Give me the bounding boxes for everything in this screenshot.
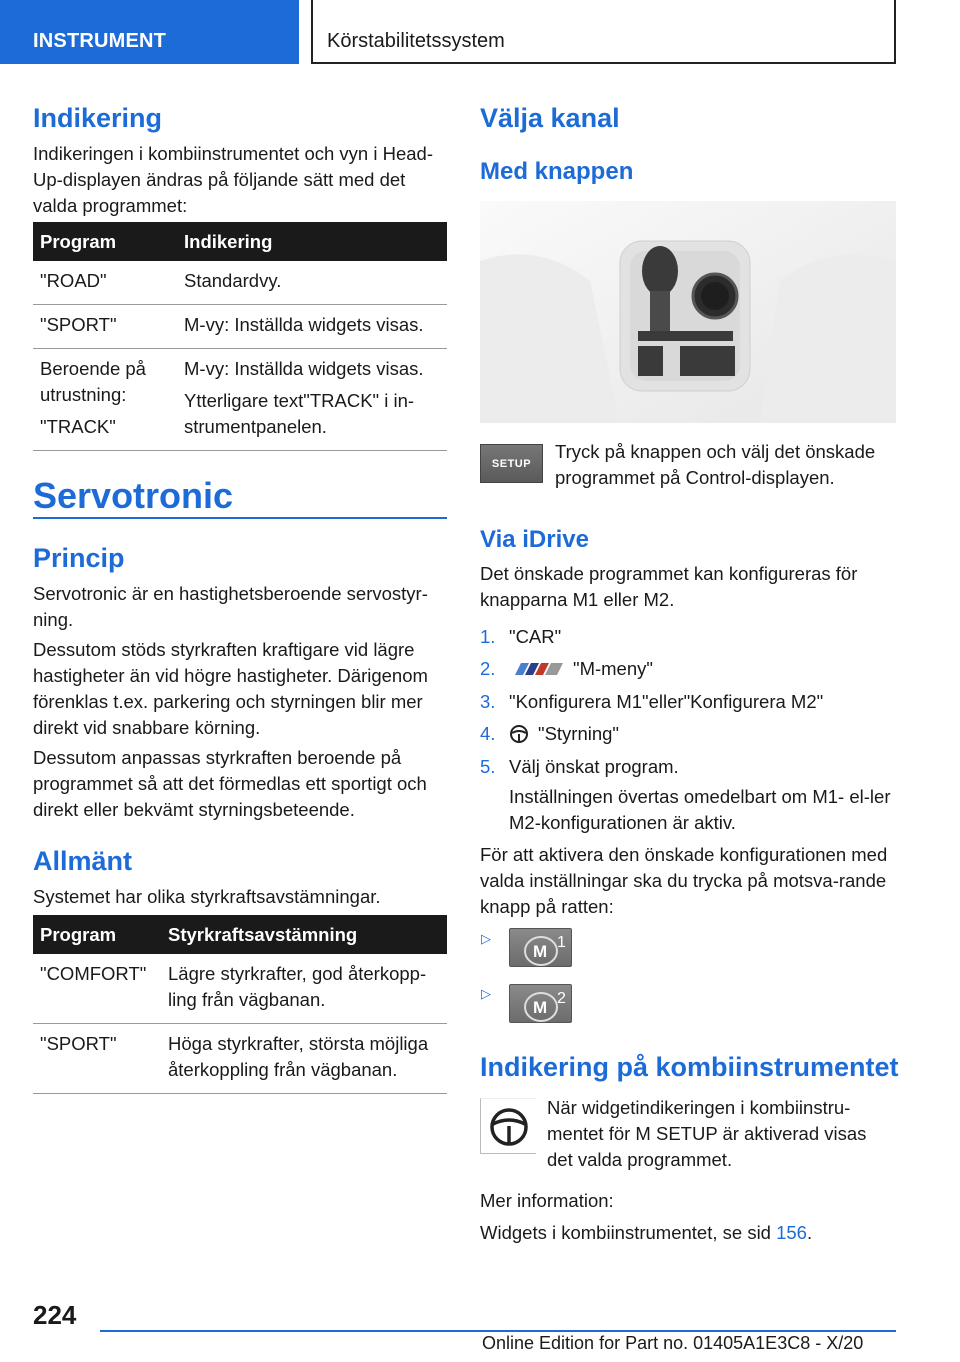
step-text: "M-meny" [573, 658, 653, 679]
kombi-text: När widgetindikeringen i kombiinstru-mentet för M SETUP är aktiverad visas det valda programmet. [547, 1097, 867, 1170]
steering-wheel-icon [509, 724, 529, 744]
via-idrive-text: Det önskade programmet kan konfigureras för knapparna M1 eller M2. [480, 563, 858, 610]
via-idrive-heading: Via iDrive [480, 526, 589, 553]
m2-label: M [533, 998, 548, 1017]
table-cell: "COMFORT" [33, 954, 161, 1024]
servotronic-heading: Servotronic [33, 475, 234, 516]
m1-button-icon [509, 928, 572, 967]
table-header-program: Program [33, 915, 161, 954]
step-5-note: Inställningen övertas omedelbart om M1- el-ler M2-konfigurationen är aktiv. [509, 786, 891, 833]
steering-wheel-icon [480, 1098, 536, 1154]
allmant-text: Systemet har olika styrkraftsavstämningar. [33, 886, 381, 907]
table-row [33, 349, 447, 451]
step-text: Välj önskat program. [509, 756, 679, 777]
table-cell-text: "TRACK" [40, 416, 116, 437]
allmant-heading: Allmänt [33, 846, 133, 876]
bullet-arrow-icon: ▷ [481, 931, 491, 946]
chapter-title: Körstabilitetssystem [327, 30, 505, 52]
table-cell [177, 349, 447, 451]
table-header-styrkraft: Styrkraftsavstämning [161, 915, 447, 954]
widgets-end: . [806, 1222, 813, 1243]
step-number: 4. [480, 723, 496, 744]
m1-sup: 1 [557, 934, 566, 951]
widgets-reference [480, 1220, 896, 1246]
table-cell-text: M-vy: Inställda widgets visas. [184, 358, 424, 379]
step-text: "CAR" [509, 626, 562, 647]
table-cell: Höga styrkrafter, största möjliga återkoppling från vägbanan. [161, 1024, 447, 1094]
footer-edition: Online Edition for Part no. 01405A1E3C8 - X/20 [482, 1333, 864, 1353]
mer-info-text: Mer information: [480, 1190, 614, 1211]
valja-kanal-heading: Välja kanal [480, 103, 620, 133]
table-cell: M-vy: Inställda widgets visas. [177, 305, 447, 349]
bullet-arrow-icon: ▷ [481, 986, 491, 1001]
section-tab [0, 0, 299, 64]
table-cell: "SPORT" [33, 1024, 161, 1094]
chapter-header [311, 0, 896, 64]
table-cell [33, 349, 177, 451]
table-header-indikering: Indikering [177, 222, 447, 261]
table-row [33, 954, 447, 1024]
step-number: 1. [480, 626, 496, 647]
step-number: 5. [480, 756, 496, 777]
activate-text: För att aktivera den önskade konfigurationen med valda inställningar ska du trycka på motsva-rande knapp på ratten: [480, 844, 888, 917]
kombi-heading: Indikering på kombiinstrumentet [480, 1052, 899, 1082]
heading-rule [33, 517, 447, 519]
step-number: 2. [480, 658, 496, 679]
footer-rule [100, 1330, 896, 1332]
step-text: "Konfigurera M1"eller"Konfigurera M2" [509, 691, 824, 712]
indikering-text: Indikeringen i kombiinstrumentet och vyn i Head-Up-displayen ändras på följande sätt med det valda programmet: [33, 143, 433, 216]
table-row [33, 305, 447, 349]
page-link[interactable]: 156 [776, 1222, 807, 1243]
m2-sup: 2 [557, 990, 566, 1007]
m2-button-icon [509, 984, 572, 1023]
princip-heading: Princip [33, 543, 125, 573]
table-cell-text: Beroende på utrustning: [40, 358, 146, 405]
table-row [33, 1024, 447, 1094]
page-number: 224 [33, 1300, 77, 1330]
section-title: INSTRUMENT [33, 30, 167, 52]
table-cell: Lägre styrkrafter, god återkopp-ling från vägbanan. [161, 954, 447, 1024]
princip-paragraph-2: Dessutom stöds styrkraften kraftigare vid lägre hastigheter än vid högre hastigheter. Därigenom förenklas t.ex. parkering och styrningen blir mer direkt vid snabbare körning. [33, 639, 428, 738]
table-cell-text: Ytterligare text"TRACK" i in-strumentpanelen. [184, 390, 415, 437]
table-header-program: Program [33, 222, 177, 261]
widgets-text: Widgets i kombiinstrumentet, se sid [480, 1222, 771, 1243]
med-knappen-heading: Med knappen [480, 158, 634, 185]
indikering-table [33, 222, 447, 451]
princip-paragraph-3: Dessutom anpassas styrkraften beroende på programmet så att det förmedlas ett sportigt och direkt eller bekvämt styrningsbeteende. [33, 747, 427, 820]
setup-button-icon [480, 444, 543, 483]
styrkraft-table [33, 915, 447, 1094]
princip-paragraph-1: Servotronic är en hastighetsberoende servostyr-ning. [33, 583, 428, 630]
table-cell: "ROAD" [33, 261, 177, 305]
table-cell: "SPORT" [33, 305, 177, 349]
table-row [33, 261, 447, 305]
step-number: 3. [480, 691, 496, 712]
step-text: "Styrning" [538, 723, 620, 744]
control-panel-photo [480, 201, 896, 423]
m1-label: M [533, 942, 548, 961]
indikering-heading: Indikering [33, 103, 163, 133]
setup-text: Tryck på knappen och välj det önskade programmet på Control-displayen. [555, 441, 876, 488]
table-cell: Standardvy. [177, 261, 447, 305]
m-logo-icon [509, 662, 565, 676]
setup-icon-label: SETUP [491, 457, 532, 470]
